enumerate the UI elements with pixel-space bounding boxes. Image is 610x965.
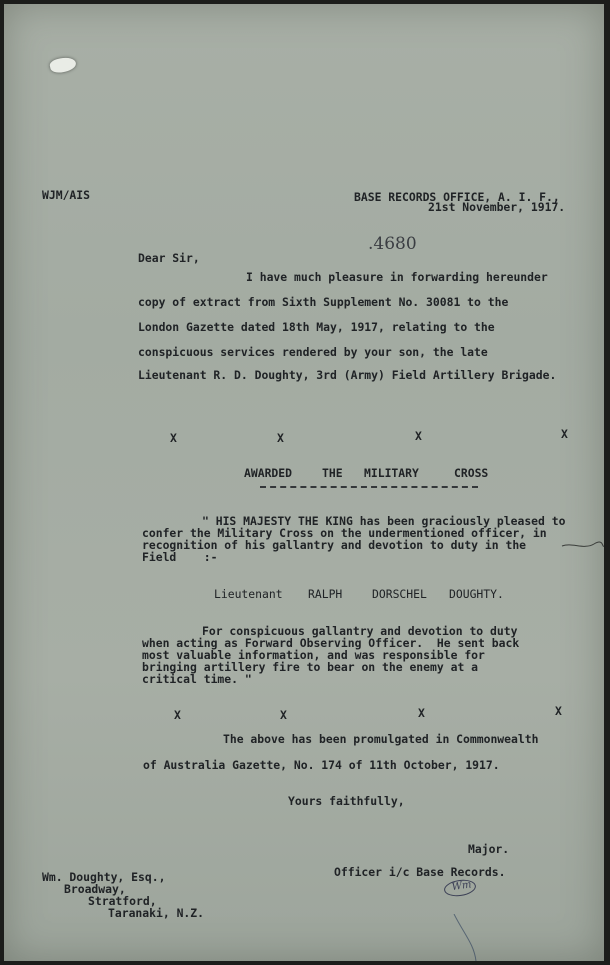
officer-first-name: RALPH — [308, 587, 343, 601]
file-number: .4680 — [368, 234, 417, 254]
citation-detail-line-2: when acting as Forward Observing Officer. He sent back — [142, 636, 520, 650]
body-line-1: I have much pleasure in forwarding hereunder — [246, 270, 548, 284]
paper-stain — [49, 55, 77, 74]
separator-mark: X — [561, 427, 568, 441]
addressee-line-1: Wm. Doughty, Esq., — [42, 870, 166, 884]
officer-middle-name: DORSCHEL — [372, 587, 427, 601]
separator-mark: X — [555, 704, 562, 718]
award-heading-word: AWARDED — [244, 466, 293, 480]
body-line-4: conspicuous services rendered by your son, the late — [138, 345, 488, 359]
promulgation-line-2: of Australia Gazette, No. 174 of 11th October, 1917. — [143, 758, 500, 772]
office-name: BASE RECORDS OFFICE, A. I. F., — [354, 190, 560, 204]
citation-detail-line-4: bringing artillery fire to bear on the enemy at a — [142, 660, 479, 674]
letter-date: 21st November, 1917. — [428, 200, 566, 214]
separator-mark: X — [415, 429, 422, 443]
closing: Yours faithfully, — [288, 794, 405, 808]
letter-page — [4, 4, 604, 961]
addressee-line-4: Taranaki, N.Z. — [108, 906, 205, 920]
citation-detail-line-3: most valuable information, and was responsible for — [142, 648, 485, 662]
separator-mark: X — [280, 708, 287, 722]
salutation: Dear Sir, — [138, 251, 200, 265]
paper-crease-mark — [444, 914, 504, 961]
citation-detail-line-5: critical time. " — [142, 672, 252, 686]
signatory-title: Officer i/c Base Records. — [334, 865, 506, 879]
separator-mark: X — [174, 708, 181, 722]
addressee-line-2: Broadway, — [64, 882, 126, 896]
officer-rank: Lieutenant — [214, 587, 283, 601]
handwritten-initials: Wm — [443, 878, 477, 898]
citation-line-2: confer the Military Cross on the undermentioned officer, in — [142, 526, 547, 540]
citation-line-1: " HIS MAJESTY THE KING has been graciously pleased to — [202, 514, 566, 528]
heading-dashed-rule — [260, 486, 478, 488]
body-line-2: copy of extract from Sixth Supplement No. 30081 to the — [138, 295, 509, 309]
citation-line-3: recognition of his gallantry and devotion to duty in the — [142, 538, 527, 552]
award-heading-word: MILITARY — [364, 466, 419, 480]
award-heading-word: THE — [322, 466, 343, 480]
addressee-line-3: Stratford, — [88, 894, 157, 908]
officer-last-name: DOUGHTY. — [449, 587, 504, 601]
citation-detail-line-1: For conspicuous gallantry and devotion to duty — [202, 624, 518, 638]
citation-line-4: Field :- — [142, 550, 218, 564]
separator-mark: X — [277, 431, 284, 445]
body-line-5: Lieutenant R. D. Doughty, 3rd (Army) Field Artillery Brigade. — [138, 368, 557, 382]
award-heading-word: CROSS — [454, 466, 489, 480]
page-fold-mark — [560, 532, 604, 558]
body-line-3: London Gazette dated 18th May, 1917, relating to the — [138, 320, 495, 334]
separator-mark: X — [418, 706, 425, 720]
separator-mark: X — [170, 431, 177, 445]
signatory-rank: Major. — [468, 842, 510, 856]
promulgation-line-1: The above has been promulgated in Commonwealth — [223, 732, 539, 746]
reference-code: WJM/AIS — [42, 188, 91, 202]
